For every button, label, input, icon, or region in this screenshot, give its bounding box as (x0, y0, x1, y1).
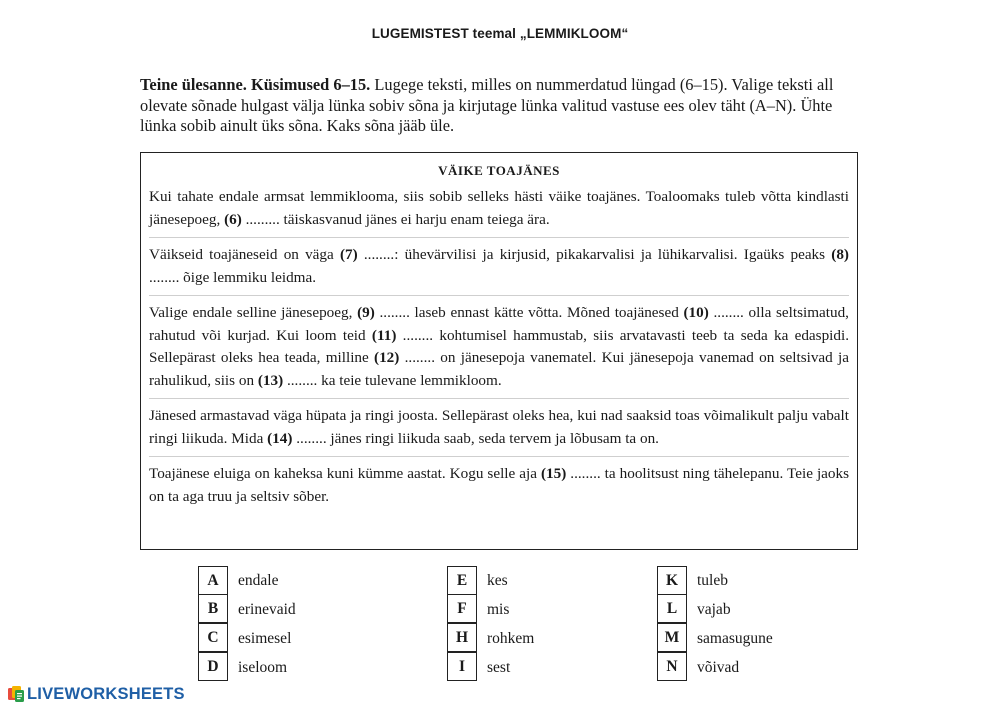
option-d (198, 653, 296, 682)
option-a (198, 566, 296, 595)
liveworksheets-logo-icon (7, 685, 25, 703)
option-word: sest (487, 658, 511, 676)
option-f (447, 595, 534, 624)
option-word: iseloom (238, 658, 288, 676)
option-word: kes (487, 571, 508, 589)
option-letter: B (198, 594, 228, 623)
gap-number-14: (14) (267, 429, 293, 447)
paragraph-text: ........ laseb ennast kätte võtta. Mõned toajänesed (374, 304, 684, 321)
gap-number-6: (6) (224, 210, 242, 228)
option-word: rohkem (487, 629, 535, 647)
reading-title: VÄIKE TOAJÄNES (438, 163, 560, 178)
gap-number-7: (7) (339, 246, 358, 263)
option-letter: A (198, 566, 228, 595)
gap-number-10: (10) (683, 304, 709, 321)
paragraph-text: Kui tahate endale armsat lemmiklooma, siis sobib selleks hästi väike toajänes. Toaloomaks tuleb võtta kindlasti jänesepoeg, (149, 188, 849, 228)
option-word: endale (238, 571, 279, 589)
paragraph-text: Väikseid toajäneseid on väga (149, 246, 340, 263)
paragraph-text: ......... täiskasvanud jänes ei harju enam teiega ära. (241, 210, 550, 228)
option-letter: D (198, 652, 228, 681)
option-letter: M (657, 623, 687, 652)
option-m (657, 624, 773, 653)
paragraph-2 (149, 244, 849, 296)
paragraph-text: ........ õige lemmiku leidma. (149, 268, 317, 286)
paragraph-text: ........ ta hoolitsust ning tähelepanu. Teie jaoks on ta aga truu ja seltsiv sõber. (149, 465, 849, 505)
paragraph-text: Valige endale selline jänesepoeg, (149, 304, 358, 321)
paragraph-text: Toajänese eluiga on kaheksa kuni kümme aastat. Kogu selle aja (149, 465, 541, 482)
paragraph-5 (149, 463, 849, 514)
option-word: tuleb (697, 571, 728, 589)
paragraph-text: ........ kohtumisel hammustab, siis arvatavasti teeb ta seda ka edaspidi. Sellepärast oleks hea teada, milline (149, 326, 850, 366)
options-column-3 (657, 566, 773, 682)
answer-options (0, 566, 1000, 686)
page-title: LUGEMISTEST teemal „LEMMIKLOOM“ (371, 26, 629, 41)
option-k (657, 566, 773, 595)
paragraph-text: ........: ühevärvilisi ja kirjusid, pikakarvalisi ja lühikarvalisi. Igaüks peaks (357, 246, 832, 263)
option-letter: H (447, 623, 477, 652)
gap-number-13: (13) (257, 371, 284, 389)
option-word: esimesel (238, 629, 292, 647)
paragraph-text: ........ jänes ringi liikuda saab, seda tervem ja lõbusam ta on. (292, 429, 659, 447)
option-b (198, 595, 296, 624)
reading-text-box (140, 152, 858, 550)
option-letter: E (447, 566, 477, 595)
liveworksheets-logo[interactable] (7, 684, 185, 704)
option-n (657, 653, 773, 682)
option-letter: F (447, 594, 477, 623)
option-word: vajab (697, 600, 731, 618)
task-label: Teine ülesanne. Küsimused 6–15. (140, 75, 371, 94)
logo-text: LIVEWORKSHEETS (27, 684, 185, 703)
option-letter: C (198, 623, 228, 652)
option-word: erinevaid (238, 600, 296, 618)
option-i (447, 653, 534, 682)
option-c (198, 624, 296, 653)
option-letter: I (447, 652, 477, 681)
gap-number-15: (15) (540, 465, 567, 482)
paragraph-3 (149, 302, 849, 399)
paragraph-text: ........ ka teie tulevane lemmikloom. (283, 371, 502, 389)
option-letter: N (657, 652, 687, 681)
paragraph-1 (149, 186, 849, 238)
paragraph-4 (149, 405, 849, 457)
option-letter: K (657, 566, 687, 595)
option-word: võivad (697, 658, 740, 676)
task-text: Lugege teksti, milles on nummerdatud lüngad (6–15). Valige teksti all olevate sõnade hulgast välja lünka sobiv sõna ja kirjutage lünka valitud vastuse ees olev täht (A–N). Ühte lünka sobib ainult üks sõna. Kaks sõna jääb üle. (140, 75, 834, 135)
gap-number-9: (9) (357, 304, 375, 321)
paragraph-text: Jänesed armastavad väga hüpata ja ringi joosta. Sellepärast oleks hea, kui nad saaksid toas võimalikult palju vabalt ringi liikuda. Mida (149, 407, 849, 447)
gap-number-8: (8) (831, 246, 849, 263)
options-column-1 (198, 566, 296, 682)
option-l (657, 595, 773, 624)
gap-number-12: (12) (374, 349, 400, 366)
paragraph-text: ........ on jänesepoja vanematel. Kui jänesepoja vanemad on seltsivad ja rahulikud, siis on (149, 349, 849, 389)
options-column-2 (447, 566, 534, 682)
option-e (447, 566, 534, 595)
gap-number-11: (11) (371, 326, 397, 344)
task-instructions (140, 75, 860, 137)
option-word: samasugune (697, 629, 773, 647)
option-letter: L (657, 594, 687, 623)
option-h (447, 624, 534, 653)
paragraph-text: ........ olla seltsimatud, rahutud või kurjad. Kui loom teid (149, 304, 849, 344)
option-word: mis (487, 600, 510, 618)
